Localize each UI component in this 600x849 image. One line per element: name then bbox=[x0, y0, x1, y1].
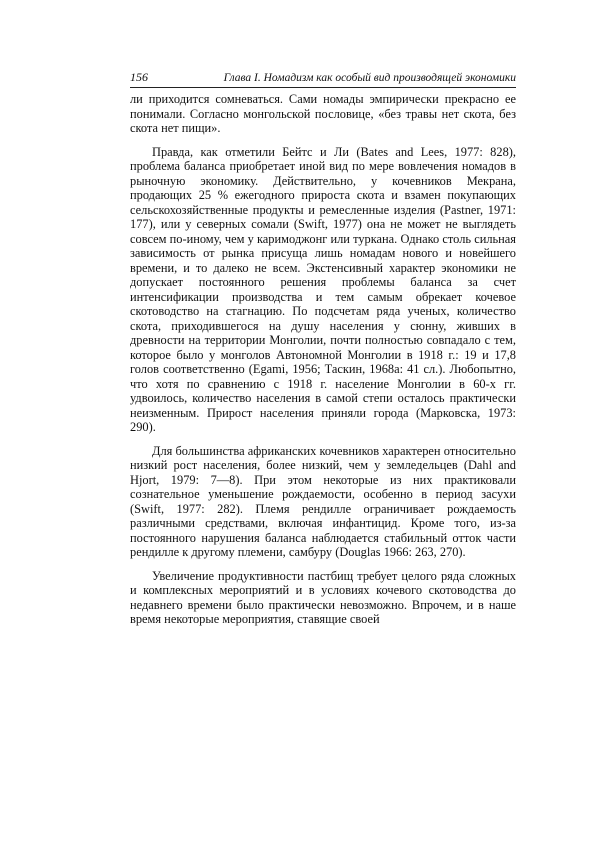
paragraph-continued: ли приходится сомневаться. Сами номады эмпирически прекрасно ее понимали. Согласно монгольской пословице, «без травы нет скота, без скота нет пищи». bbox=[130, 92, 516, 135]
book-page bbox=[130, 70, 516, 636]
paragraph-market-balance: Правда, как отметили Бейтс и Ли (Bates and Lees, 1977: 828), проблема баланса приобретает иной вид по мере вовлечения номадов в рыночную экономику. Действительно, у кочевников Мекрана, продающих 25 % ежегодного прироста скота и взамен покупающих сельскохозяйственные продукты и ремесленные изделия (Pastner, 1971: 177), или у северных сомали (Swift, 1977) она не может не выглядеть совсем по-иному, чем у каримоджонг или туркана. Однако столь сильная зависимость от рынка присуща лишь номадам нового и новейшего времени, и то далеко не всем. Экстенсивный характер экономики не допускает постоянного решения проблемы баланса за счет интенсификации производства и тем самым обрекает кочевое скотоводство на стагнацию. По подсчетам ряда ученых, количество скота, приходившегося на душу населения у сюнну, живших в древности на территории Монголии, почти полностью совпадало с тем, которое было у монголов Автономной Монголии в 1918 г.: 19 и 17,8 голов соответственно (Egami, 1956; Таскин, 1968а: 41 сл.). Любопытно, что хотя по сравнению с 1918 г. население Монголии в 60-х гг. удвоилось, количество населения в самой степи осталось практически неизменным. Прирост населения приняли города (Марковска, 1973: 290). bbox=[130, 144, 516, 434]
page-number: 156 bbox=[130, 70, 148, 84]
running-title: Глава I. Номадизм как особый вид производящей экономики bbox=[223, 72, 516, 84]
page-body bbox=[130, 92, 516, 627]
paragraph-pasture-productivity: Увеличение продуктивности пастбищ требует целого ряда сложных и комплексных мероприятий и в условиях кочевого скотоводства до недавнего времени было практически невозможно. Впрочем, и в наше время некоторые мероприятия, ставящие своей bbox=[130, 568, 516, 626]
running-header bbox=[130, 70, 516, 88]
paragraph-african-nomads: Для большинства африканских кочевников характерен относительно низкий рост населения, более низкий, чем у земледельцев (Dahl and Hjort, 1979: 7—8). При этом некоторые из них практиковали сознательное уменьшение рождаемости, особенно в период засухи (Swift, 1977: 282). Племя рендилле ограничивает рождаемость различными средствами, включая инфантицид. Кроме того, из-за постоянного нарушения баланса наблюдается стабильный отток части рендилле к другому племени, самбуру (Douglas 1966: 263, 270). bbox=[130, 443, 516, 559]
